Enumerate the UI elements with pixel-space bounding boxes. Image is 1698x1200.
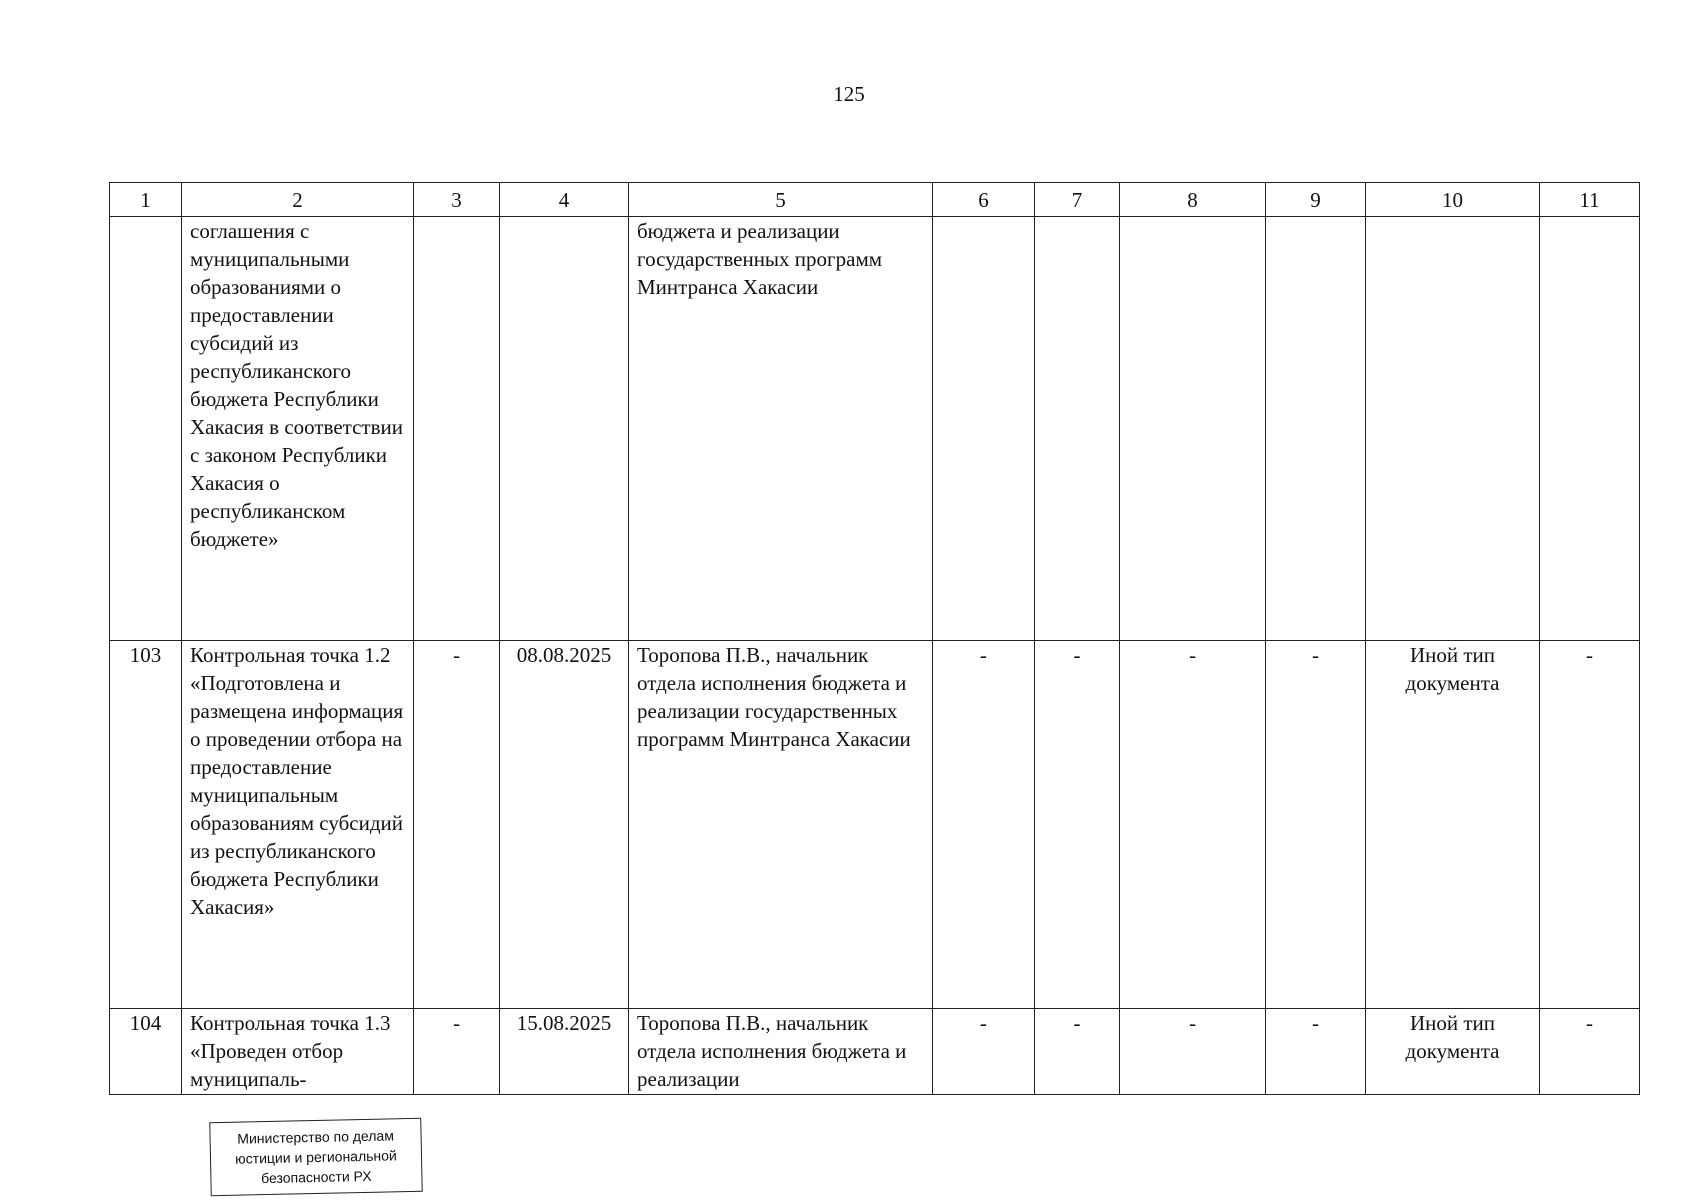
cell-col6: - [933, 1009, 1035, 1095]
cell-col9: - [1266, 641, 1366, 1009]
column-header: 10 [1366, 183, 1540, 217]
table-row [110, 641, 1640, 1009]
cell-col7: - [1035, 641, 1120, 1009]
cell-col8: - [1120, 1009, 1266, 1095]
column-header: 2 [182, 183, 414, 217]
column-header: 11 [1540, 183, 1640, 217]
column-header: 7 [1035, 183, 1120, 217]
stamp-line: Министерство по делам [237, 1127, 395, 1147]
column-header: 8 [1120, 183, 1266, 217]
column-header: 4 [500, 183, 629, 217]
cell-col9: - [1266, 1009, 1366, 1095]
document-table [109, 182, 1640, 1095]
cell-date: 08.08.2025 [500, 641, 629, 1009]
cell-responsible: Торопова П.В., начальник отдела исполнения бюджета и реализации [629, 1009, 933, 1095]
column-header: 3 [414, 183, 500, 217]
column-header: 9 [1266, 183, 1366, 217]
cell-date [500, 217, 629, 641]
cell-number [110, 217, 182, 641]
cell-col3: - [414, 1009, 500, 1095]
cell-col7 [1035, 217, 1120, 641]
table-row [110, 1009, 1640, 1095]
page-number: 125 [833, 82, 865, 106]
cell-col8 [1120, 217, 1266, 641]
cell-name: Контрольная точка 1.2 «Подготовлена и размещена информация о проведении отбора на предоставление муниципальным образованиям субсидий из республиканского бюджета Республики Хакасия» [182, 641, 414, 1009]
cell-responsible: бюджета и реализации государственных программ Минтранса Хакасии [629, 217, 933, 641]
cell-col11: - [1540, 1009, 1640, 1095]
cell-col9 [1266, 217, 1366, 641]
table-row [110, 217, 1640, 641]
column-number-row [110, 183, 1640, 217]
ministry-stamp [209, 1118, 423, 1196]
cell-number: 104 [110, 1009, 182, 1095]
cell-col11: - [1540, 641, 1640, 1009]
cell-document-type: Иной тип документа [1366, 641, 1540, 1009]
column-header: 5 [629, 183, 933, 217]
cell-responsible: Торопова П.В., начальник отдела исполнения бюджета и реализации государственных программ Минтранса Хакасии [629, 641, 933, 1009]
cell-number: 103 [110, 641, 182, 1009]
cell-col11 [1540, 217, 1640, 641]
stamp-line: юстиции и региональной [235, 1147, 397, 1167]
cell-document-type: Иной тип документа [1366, 1009, 1540, 1095]
cell-document-type [1366, 217, 1540, 641]
cell-name: соглашения с муниципальными образованиями о предоставлении субсидий из республиканского бюджета Республики Хакасия в соответствии с законом Республики Хакасия о республиканском бюджете» [182, 217, 414, 641]
cell-col7: - [1035, 1009, 1120, 1095]
stamp-line: безопасности РХ [261, 1167, 372, 1187]
cell-col6: - [933, 641, 1035, 1009]
cell-col8: - [1120, 641, 1266, 1009]
cell-col3: - [414, 641, 500, 1009]
cell-name: Контрольная точка 1.3 «Проведен отбор муниципаль- [182, 1009, 414, 1095]
column-header: 1 [110, 183, 182, 217]
cell-date: 15.08.2025 [500, 1009, 629, 1095]
cell-col3 [414, 217, 500, 641]
column-header: 6 [933, 183, 1035, 217]
cell-col6 [933, 217, 1035, 641]
